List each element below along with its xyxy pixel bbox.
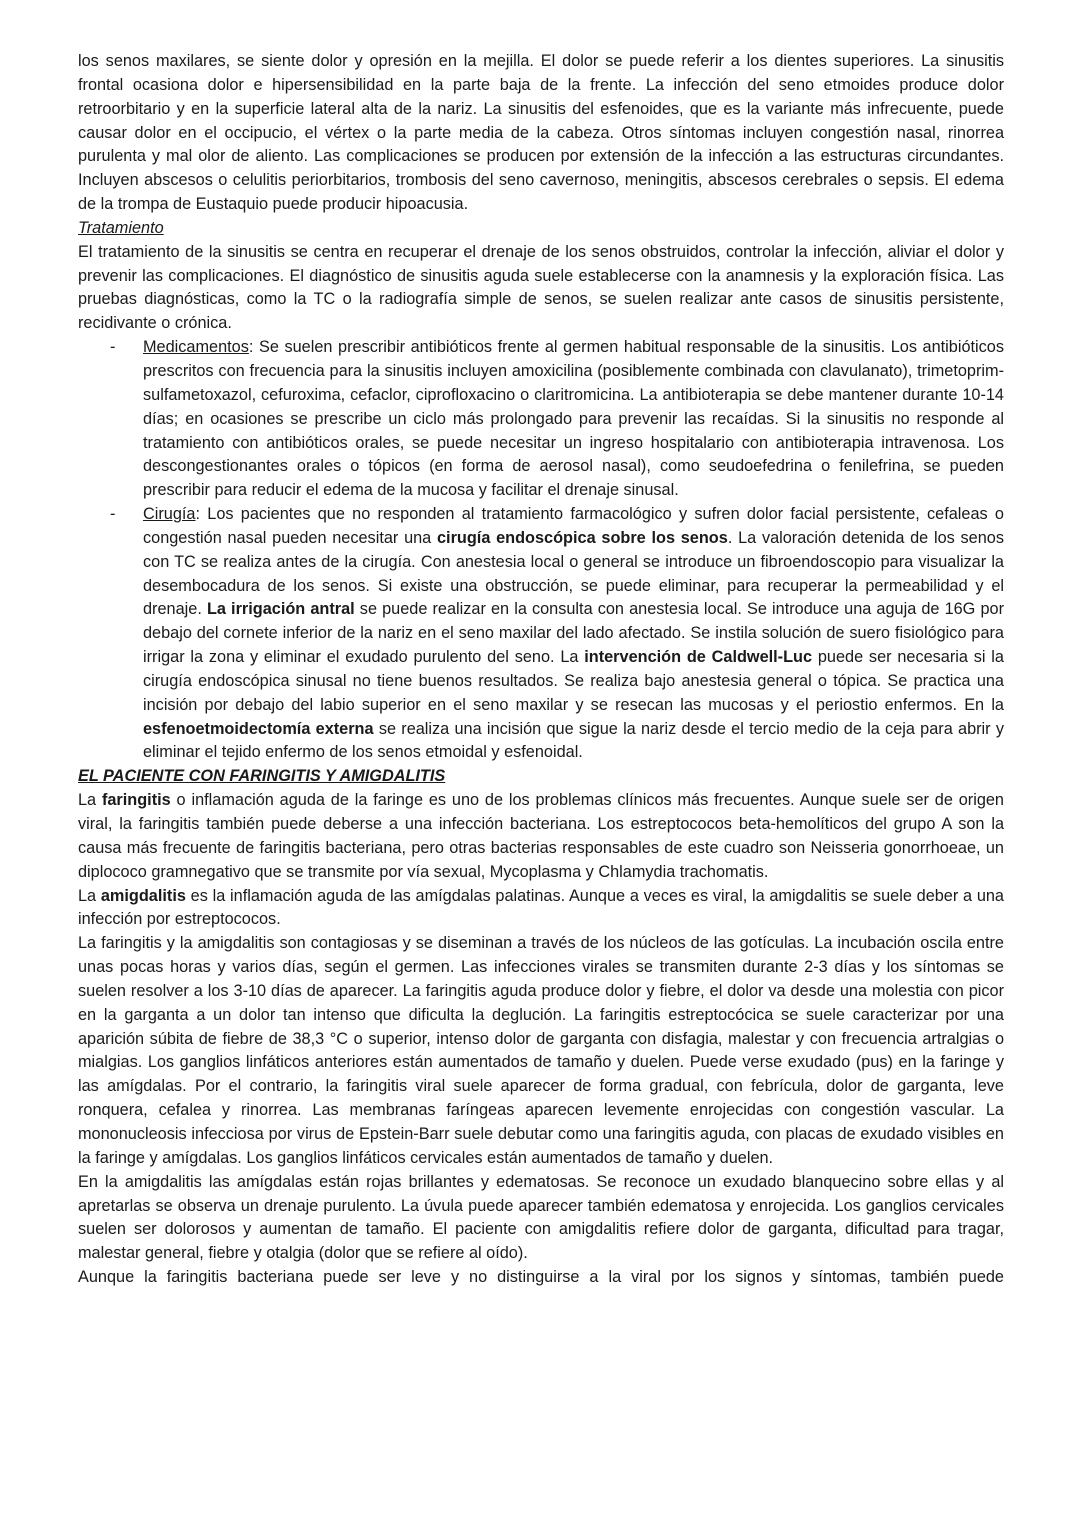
paragraph-faringitis [78, 789, 1004, 884]
text: se realiza una incisión que sigue la nariz desde el tercio medio de la ceja para abrir y eliminar el tejido enfermo de los senos etmoidal y esfenoidal. [143, 719, 1004, 762]
list-item-medicamentos [78, 336, 1004, 503]
list-dash: - [110, 505, 116, 524]
label-medicamentos: Medicamentos [143, 338, 249, 357]
paragraph-amigdalitis [78, 885, 1004, 933]
section-heading: EL PACIENTE CON FARINGITIS Y AMIGDALITIS [78, 767, 446, 786]
text: : Los pacientes que no responden al tratamiento farmacológico y sufren dolor facial persistente, cefaleas o congestión nasal pueden necesitar una [143, 505, 1004, 547]
label-cirugia: Cirugía [143, 505, 196, 524]
text: es la inflamación aguda de las amígdalas palatinas. Aunque a veces es viral, la amigdalitis se suele deber a una infección por estreptococos. [78, 886, 1004, 929]
paragraph-contagio: La faringitis y la amigdalitis son contagiosas y se diseminan a través de los núcleos de las gotículas. La incubación oscila entre unas pocas horas y varios días, según el germen. Las infecciones virales se transmiten durante 2-3 días y los síntomas se suelen resolver a los 3-10 días de aparecer. La faringitis aguda produce dolor y fiebre, el dolor va desde una molestia con picor en la garganta a un dolor tan intenso que dificulta la deglución. La faringitis estreptocócica se suele caracterizar por una aparición súbita de fiebre de 38,3 °C o superior, intenso dolor de garganta con disfagia, malestar y con frecuencia artralgias o mialgias. Los ganglios linfáticos anteriores están aumentados de tamaño y duelen. Puede verse exudado (pus) en la faringe y las amígdalas. Por el contrario, la faringitis viral suele aparecer de forma gradual, con febrícula, dolor de garganta, leve ronquera, cefalea y rinorrea. Las membranas faríngeas aparecen levemente enrojecidas con congestión vascular. La mononucleosis infecciosa por virus de Epstein-Barr suele debutar como una faringitis aguda, con placas de exudado visibles en la faringe y amígdalas. Los ganglios linfáticos cervicales están aumentados de tamaño y duelen. [78, 934, 1004, 1167]
list-dash: - [110, 338, 116, 357]
bold-term: esfenoetmoidectomía externa [143, 719, 374, 738]
text: o inflamación aguda de la faringe es uno de los problemas clínicos más frecuentes. Aunque suele ser de origen viral, la faringitis también puede deberse a una infección bacteriana. Los estreptococos beta-hemolíticos del grupo A son la causa más frecuente de faringitis bacteriana, pero otras bacterias responsables de este cuadro son Neisseria gonorrhoeae, un diplococo gramnegativo que se transmite por vía sexual, Mycoplasma y Chlamydia trachomatis. [78, 791, 1004, 881]
document-page [78, 50, 1004, 1290]
text: La [78, 886, 101, 905]
text: se puede realizar en la consulta con anestesia local. Se introduce una aguja de 16G por debajo del cornete inferior de la nariz en el seno maxilar del lado afectado. Se instila solución de suero fisiológico para irrigar la zona y eliminar el exudado purulento del seno. La [143, 600, 1004, 667]
bold-term: La irrigación antral [206, 600, 355, 619]
bold-term: faringitis [101, 791, 171, 810]
list-item-cirugia [78, 503, 1004, 765]
text: . La valoración detenida de los senos con TC se realiza antes de la cirugía. Con anestesia local o general se introduce un fibroendoscopio para visualizar la desembocadura de los senos. Si existe una obstrucción, se puede eliminar, para recuperar la permeabilidad y el drenaje. [143, 528, 1004, 619]
text: puede ser necesaria si la cirugía endoscópica sinusal no tiene buenos resultados. Se realiza bajo anestesia general o tópica. Se practica una incisión por debajo del labio superior en el seno maxilar y se resecan las mucosas y el periostio enfermos. En la [143, 648, 1004, 714]
bold-term: intervención de Caldwell-Luc [584, 648, 813, 667]
bold-term: cirugía endoscópica sobre los senos [436, 528, 728, 547]
bold-term: amigdalitis [100, 886, 186, 905]
heading-tratamiento: Tratamiento [78, 218, 164, 237]
text: La [78, 791, 102, 810]
paragraph-amigdalitis-signos: En la amigdalitis las amígdalas están rojas brillantes y edematosas. Se reconoce un exudado blanquecino sobre ellas y al apretarlas se observa un drenaje purulento. La úvula puede aparecer también edematosa y enrojecida. Los ganglios cervicales suelen ser dolorosos y aumentan de tamaño. El paciente con amigdalitis refiere dolor de garganta, dificultad para tragar, malestar general, fiebre y otalgia (dolor que se refiere al oído). [78, 1172, 1004, 1263]
paragraph-sinusitis-symptoms: los senos maxilares, se siente dolor y opresión en la mejilla. El dolor se puede referir a los dientes superiores. La sinusitis frontal ocasiona dolor e hipersensibilidad en la parte baja de la frente. La infección del seno etmoides produce dolor retroorbitario y en la superficie lateral alta de la nariz. La sinusitis del esfenoides, que es la variante más infrecuente, puede causar dolor en el occipucio, el vértex o la parte media de la cabeza. Otros síntomas incluyen congestión nasal, rinorrea purulenta y mal olor de aliento. Las complicaciones se producen por extensión de la infección a las estructuras circundantes. Incluyen abscesos o celulitis periorbitarios, trombosis del seno cavernoso, meningitis, abscesos cerebrales o sepsis. El edema de la trompa de Eustaquio puede producir hipoacusia. [78, 52, 1004, 214]
paragraph-tratamiento: El tratamiento de la sinusitis se centra en recuperar el drenaje de los senos obstruidos, controlar la infección, aliviar el dolor y prevenir las complicaciones. El diagnóstico de sinusitis aguda suele establecerse con la anamnesis y la exploración física. Las pruebas diagnósticas, como la TC o la radiografía simple de senos, se suelen realizar ante casos de sinusitis persistente, recidivante o crónica. [78, 242, 1004, 333]
paragraph-bacteriana: Aunque la faringitis bacteriana puede ser leve y no distinguirse a la viral por los signos y síntomas, también puede [78, 1268, 1004, 1287]
text-medicamentos: : Se suelen prescribir antibióticos frente al germen habitual responsable de la sinusitis. Los antibióticos prescritos con frecuencia para la sinusitis incluyen amoxicilina (posiblemente combinada con clavulanato), trimetoprim-sulfametoxazol, cefuroxima, cefaclor, ciprofloxacino o claritromicina. La antibioterapia se debe mantener durante 10-14 días; en ocasiones se prescribe un ciclo más prolongado para prevenir las recaídas. Si la sinusitis no responde al tratamiento con antibióticos orales, se puede necesitar un ingreso hospitalario con antibioterapia intravenosa. Los descongestionantes orales o tópicos (en forma de aerosol nasal), como seudoefedrina o fenilefrina, se pueden prescribir para reducir el edema de la mucosa y facilitar el drenaje sinusal. [143, 338, 1004, 500]
